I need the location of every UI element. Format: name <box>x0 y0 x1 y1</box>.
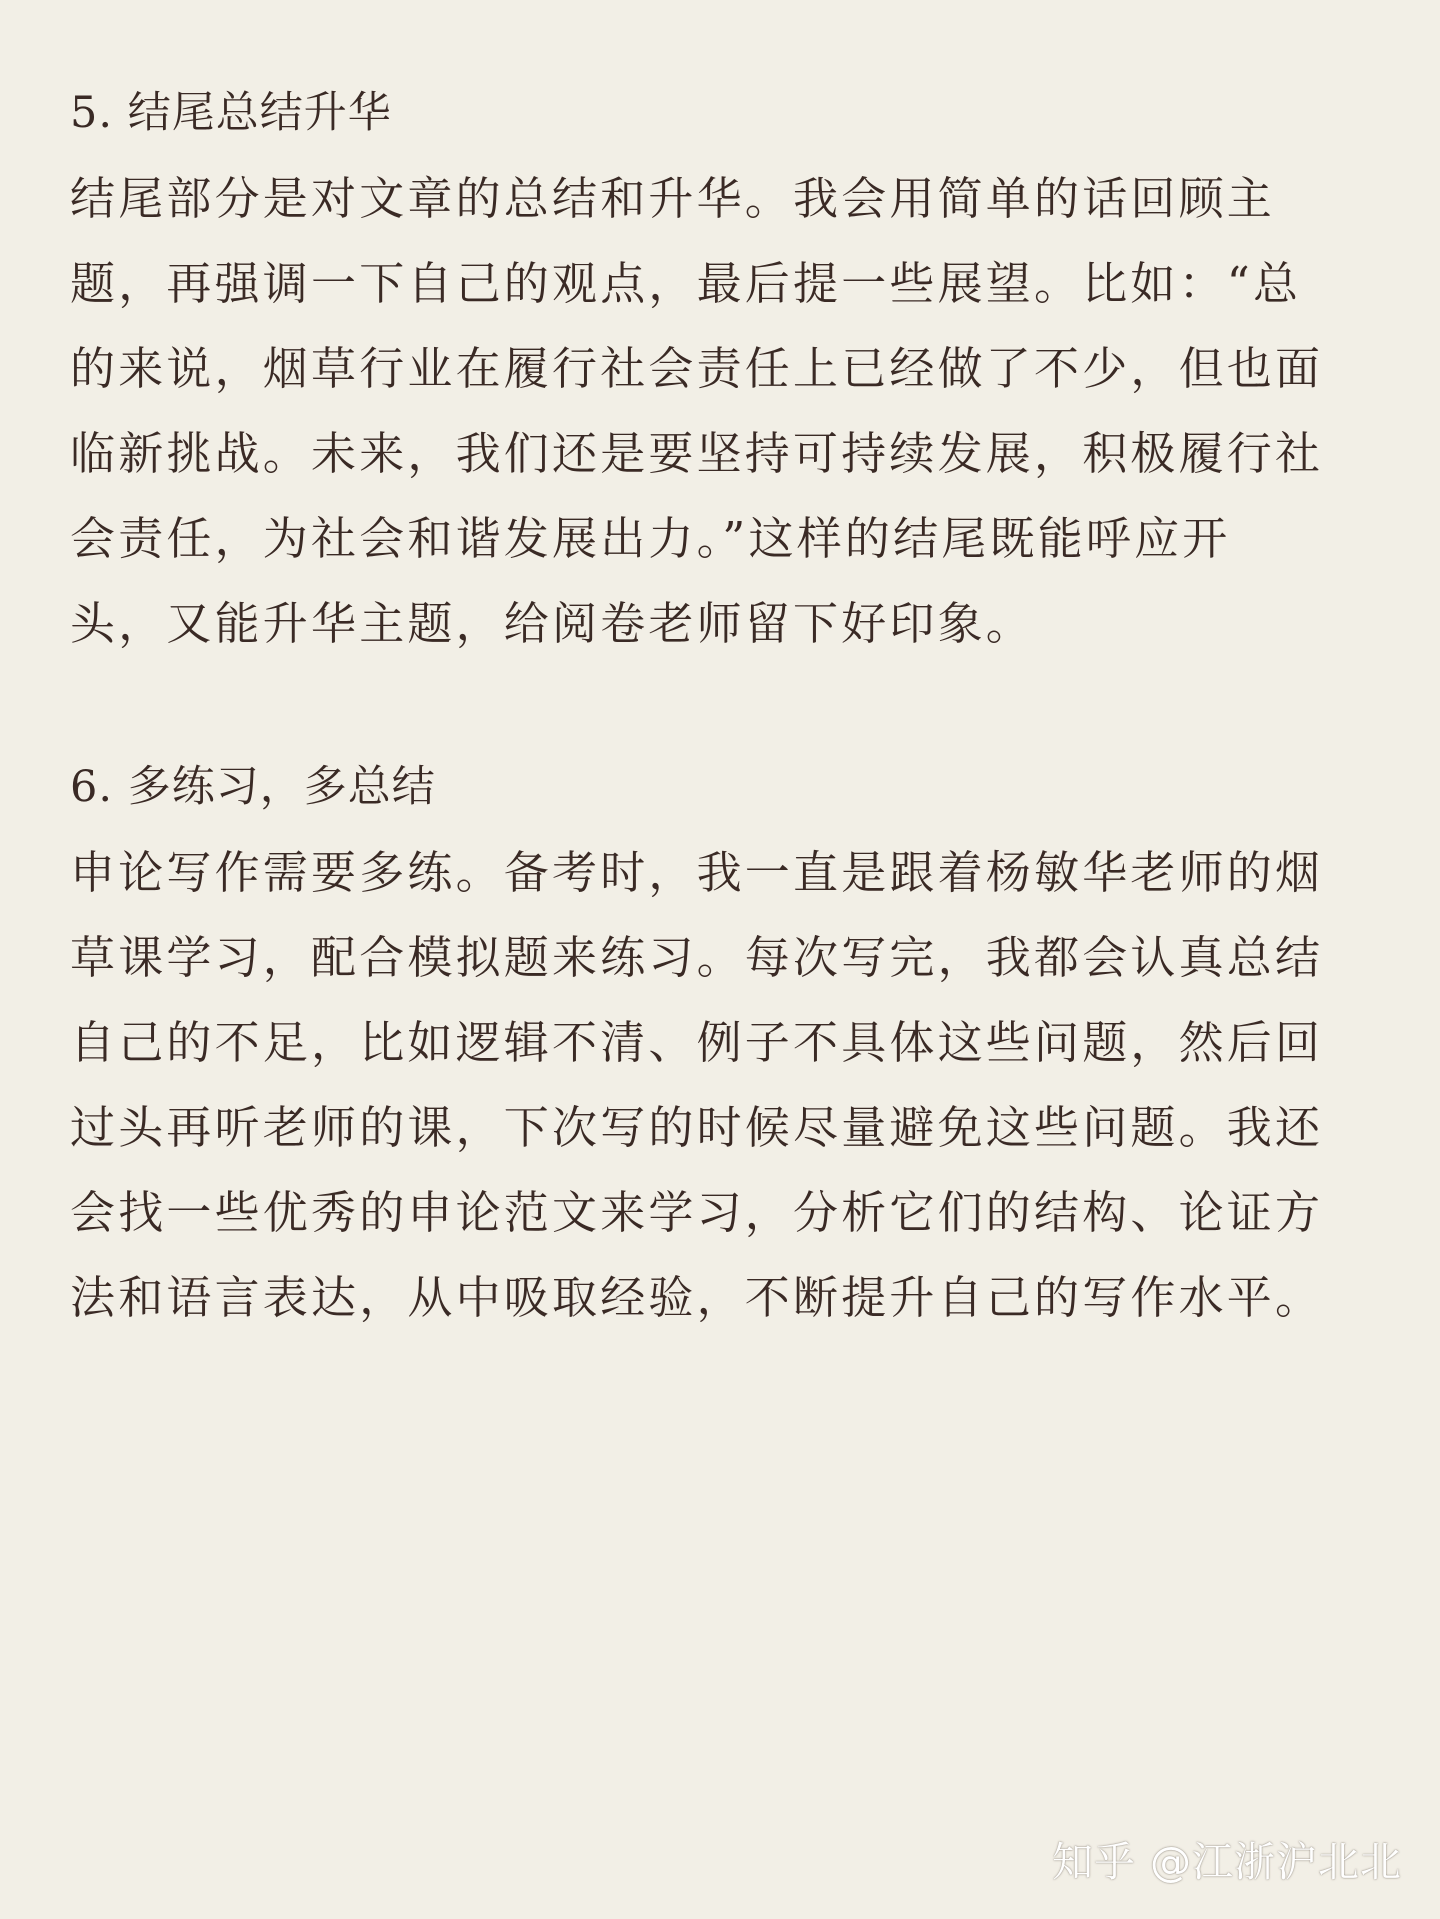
section-heading: 5. 结尾总结升华 <box>70 88 392 138</box>
paragraph-line: 题，再强调一下自己的观点，最后提一些展望。比如：“总 <box>70 257 1302 310</box>
section-heading: 6. 多练习，多总结 <box>70 762 436 812</box>
paragraph-line: 临新挑战。未来，我们还是要坚持可持续发展，积极履行社 <box>70 427 1324 480</box>
paragraph-line: 自己的不足，比如逻辑不清、例子不具体这些问题，然后回 <box>70 1016 1324 1069</box>
paragraph-line: 会找一些优秀的申论范文来学习，分析它们的结构、论证方 <box>70 1186 1324 1239</box>
paragraph-line: 的来说，烟草行业在履行社会责任上已经做了不少，但也面 <box>70 342 1324 395</box>
section-practice <box>70 745 1360 1340</box>
paragraph-line: 草课学习，配合模拟题来练习。每次写完，我都会认真总结 <box>70 931 1324 984</box>
paragraph-line: 头，又能升华主题，给阅卷老师留下好印象。 <box>70 597 1035 650</box>
paragraph-line: 结尾部分是对文章的总结和升华。我会用简单的话回顾主 <box>70 172 1276 225</box>
paragraph-line: 会责任，为社会和谐发展出力。”这样的结尾既能呼应开 <box>70 512 1231 565</box>
paragraph-line: 法和语言表达，从中吸取经验，不断提升自己的写作水平。 <box>70 1271 1324 1324</box>
paragraph-line: 过头再听老师的课，下次写的时候尽量避免这些问题。我还 <box>70 1101 1324 1154</box>
paragraph-line: 申论写作需要多练。备考时，我一直是跟着杨敏华老师的烟 <box>70 846 1324 899</box>
watermark: 知乎 @江浙沪北北 <box>1051 1838 1402 1886</box>
section-conclusion <box>70 71 1360 666</box>
